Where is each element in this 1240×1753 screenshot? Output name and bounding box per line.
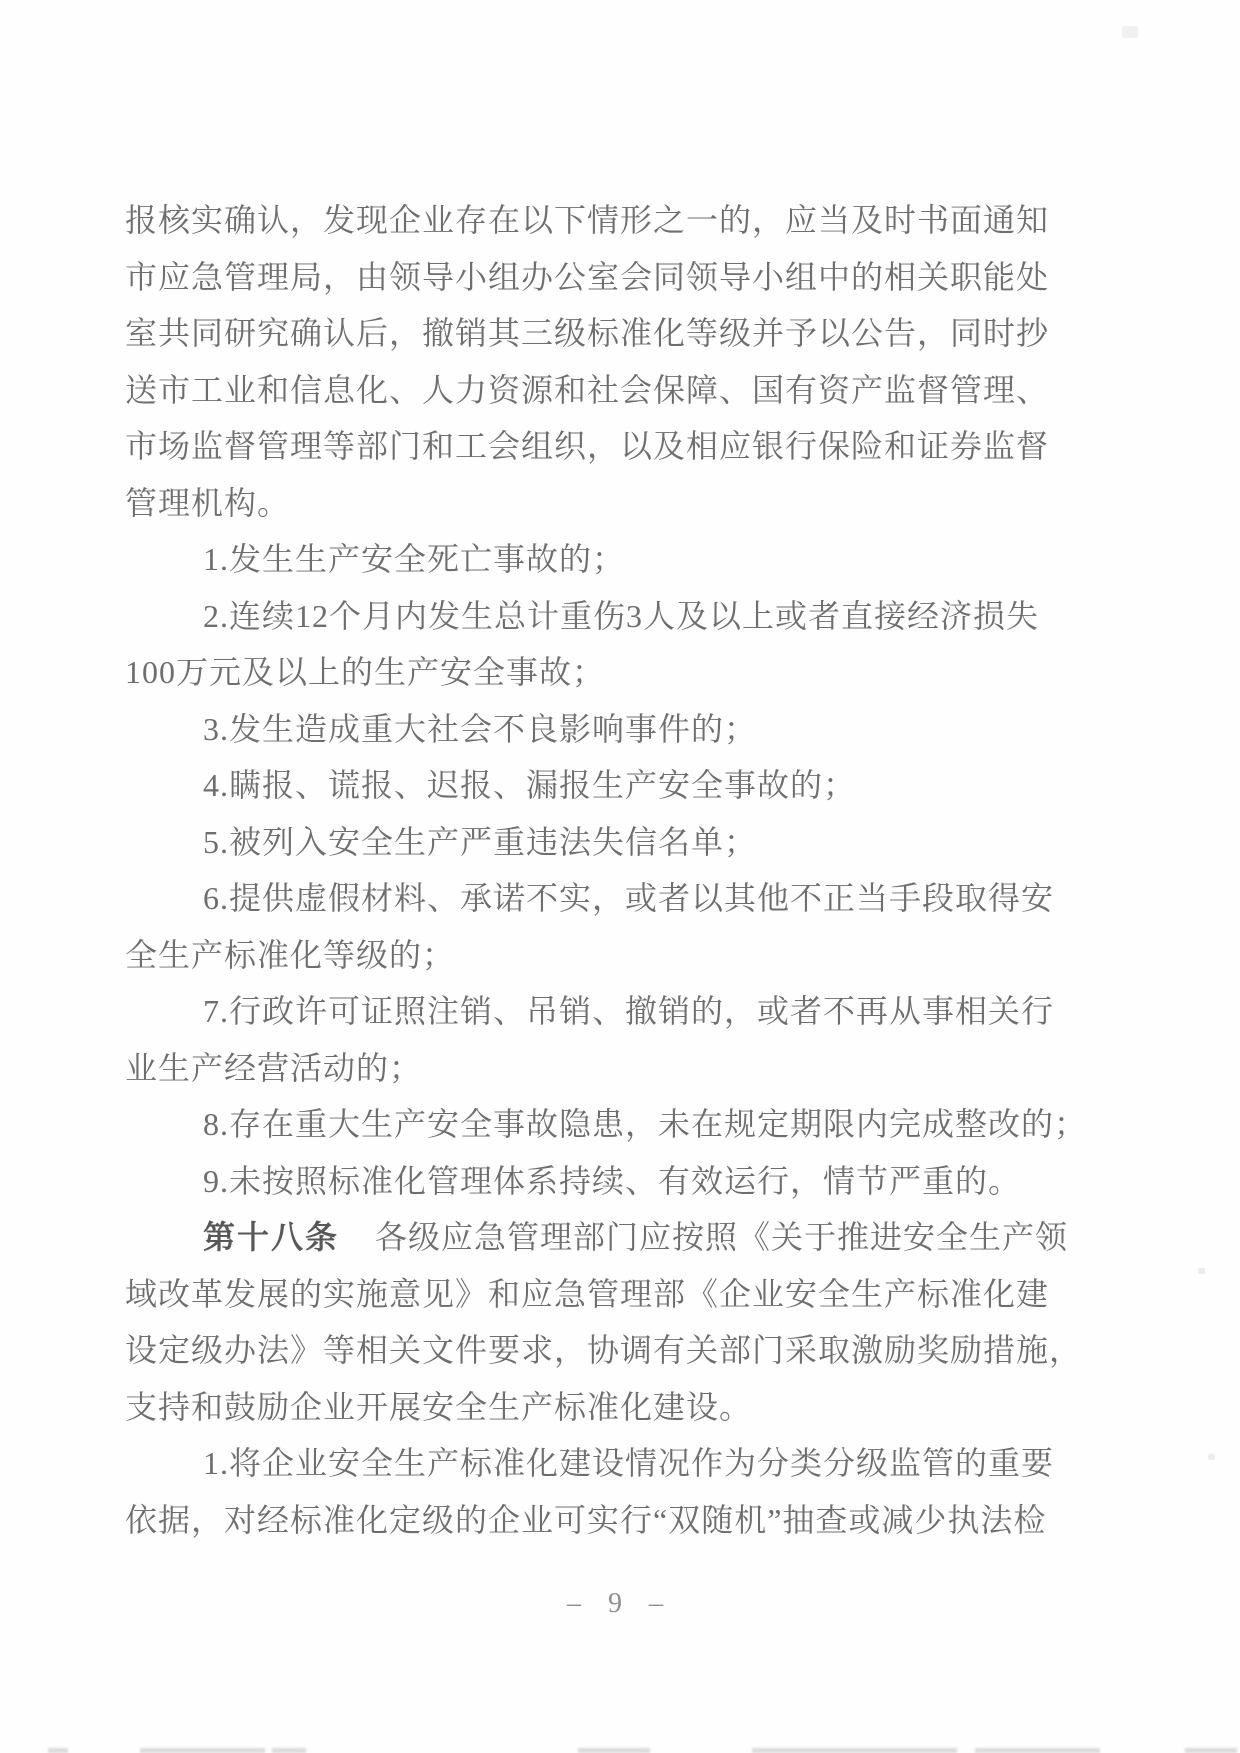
document-list-item: 9.未按照标准化管理体系持续、有效运行，情节严重的。 <box>203 1162 1022 1199</box>
document-list-item: 6.提供虚假材料、承诺不实，或者以其他不正当手段取得安 <box>203 880 1055 916</box>
scan-speck <box>1122 26 1138 38</box>
article-text: 各级应急管理部门应按照《关于推进安全生产领 <box>375 1219 1069 1255</box>
document-line: 全生产标准化等级的； <box>125 936 456 973</box>
scan-speck <box>1208 1454 1215 1460</box>
scan-artifact-strip <box>0 1744 1240 1753</box>
document-line: 设定级办法》等相关文件要求，协调有关部门采取激励奖励措施， <box>125 1332 1083 1368</box>
document-line: 依据，对经标准化定级的企业可实行“双随机”抽查或减少执法检 <box>125 1501 1047 1538</box>
page-number: – 9 – <box>567 1588 673 1619</box>
document-list-item: 7.行政许可证照注销、吊销、撤销的，或者不再从事相关行 <box>203 993 1055 1029</box>
scan-artifact <box>975 1748 1100 1753</box>
document-list-item: 2.连续12个月内发生总计重伤3人及以上或者直接经济损失 <box>203 597 1040 634</box>
document-list-item: 3.发生造成重大社会不良影响事件的； <box>203 710 758 747</box>
document-line: 送市工业和信息化、人力资源和社会保障、国有资产监督管理、 <box>125 371 1050 408</box>
document-list-item: 5.被列入安全生产严重违法失信名单； <box>203 823 758 860</box>
document-list-item: 4.瞒报、谎报、迟报、漏报生产安全事故的； <box>203 767 857 803</box>
document-list-item: 8.存在重大生产安全事故隐患，未在规定期限内完成整改的； <box>203 1106 1088 1142</box>
article-heading-line <box>125 1209 1085 1266</box>
scan-speck <box>1198 1268 1205 1274</box>
scan-artifact <box>1185 1748 1237 1753</box>
document-line: 市应急管理局，由领导小组办公室会同领导小组中的相关职能处 <box>125 258 1050 295</box>
document-line: 报核实确认，发现企业存在以下情形之一的，应当及时书面通知 <box>125 202 1050 238</box>
document-body <box>125 192 1088 1548</box>
document-line: 100万元及以上的生产安全事故； <box>125 654 606 690</box>
article-number: 第十八条 <box>203 1219 340 1255</box>
scan-artifact <box>140 1748 265 1753</box>
document-line: 业生产经营活动的； <box>125 1049 423 1086</box>
document-line: 室共同研究确认后，撤销其三级标准化等级并予以公告，同时抄 <box>125 315 1050 351</box>
document-list-item: 1.发生生产安全死亡事故的； <box>203 541 626 577</box>
scan-artifact <box>272 1748 306 1753</box>
document-line: 域改革发展的实施意见》和应急管理部《企业安全生产标准化建 <box>125 1275 1050 1312</box>
scan-artifact <box>752 1748 957 1753</box>
document-list-item: 1.将企业安全生产标准化建设情况作为分类分级监管的重要 <box>203 1445 1055 1481</box>
document-line: 市场监督管理等部门和工会组织，以及相应银行保险和证券监督 <box>125 428 1050 464</box>
scan-artifact <box>578 1748 650 1753</box>
document-line: 支持和鼓励企业开展安全生产标准化建设。 <box>125 1388 753 1425</box>
document-line: 管理机构。 <box>125 484 291 521</box>
scan-artifact <box>48 1748 68 1753</box>
